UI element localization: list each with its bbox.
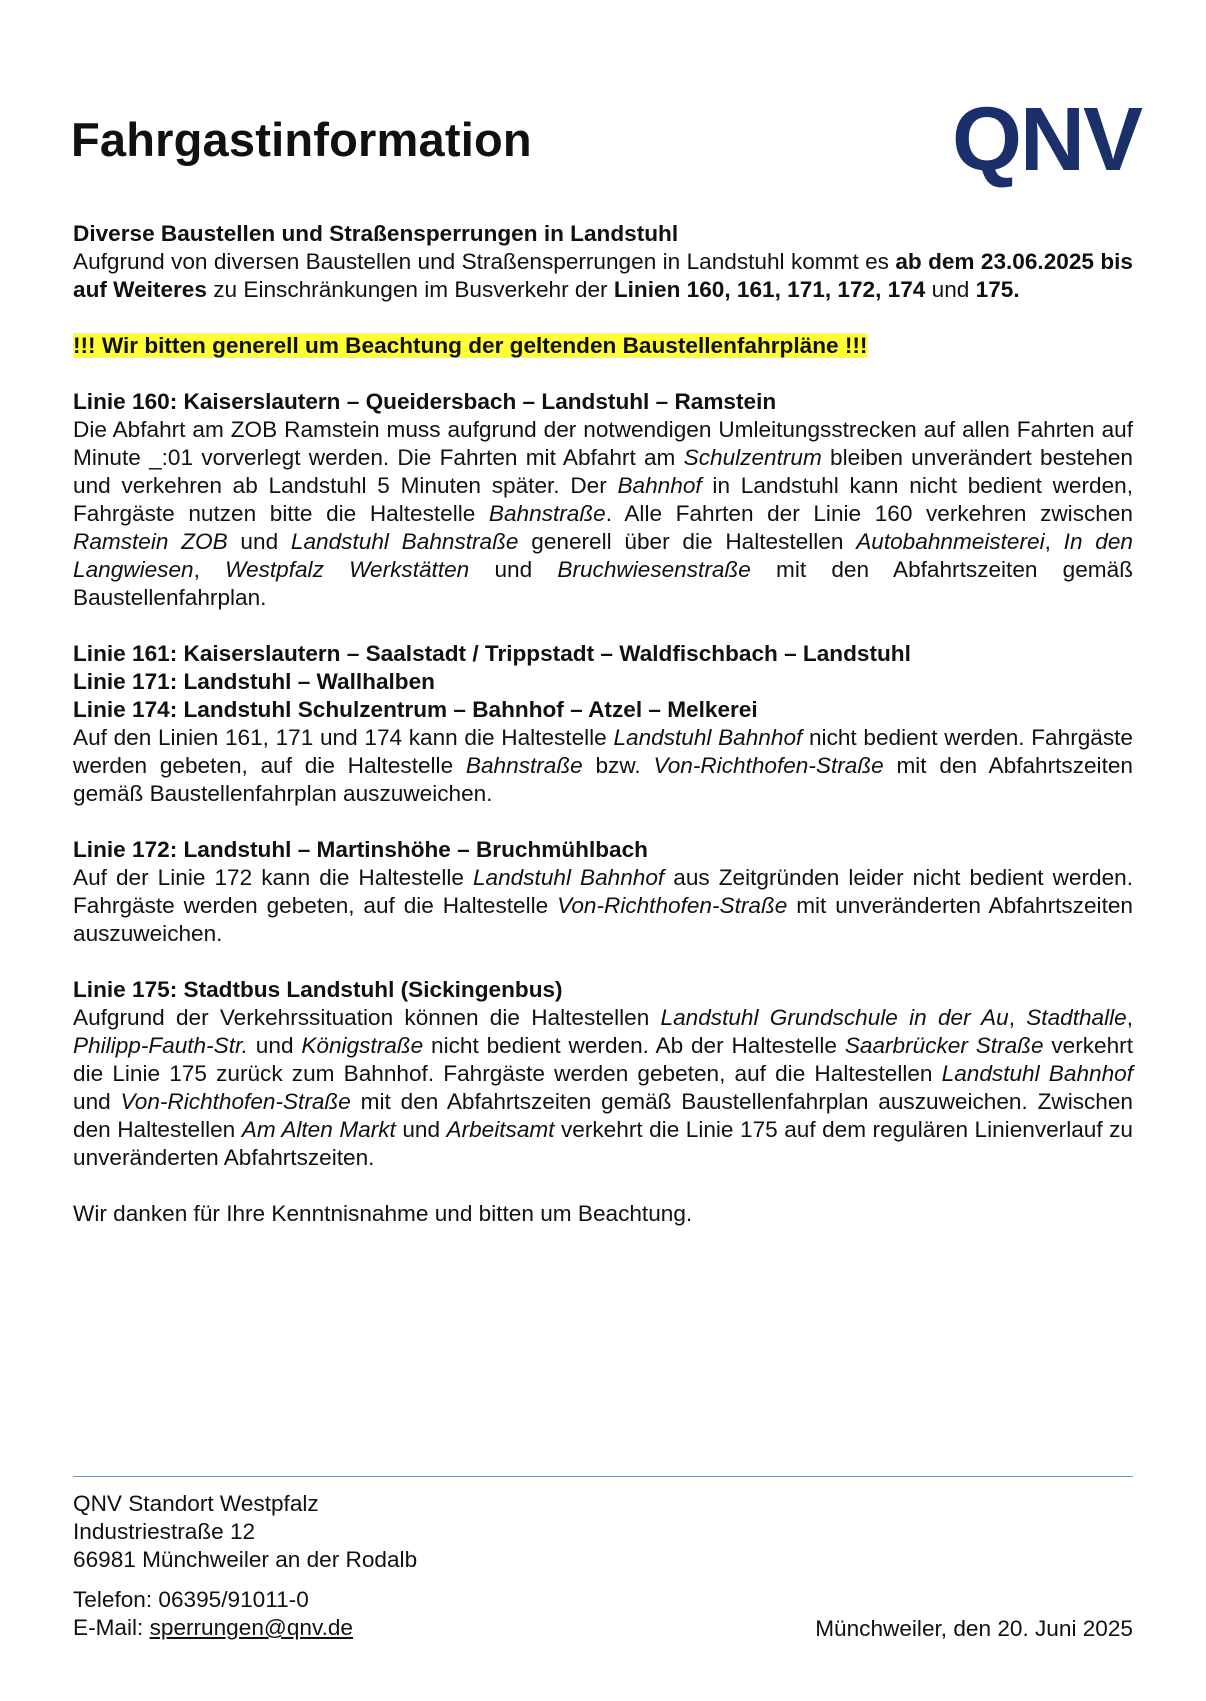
intro-section <box>73 220 1133 304</box>
line-161-text: mit den Abfahrtszeiten gemäß Baustellenfahrplan auszuweichen. <box>73 753 1133 806</box>
stop-name: Von-Richthofen-Straße <box>653 753 884 778</box>
line-161-text: bzw. <box>582 753 654 778</box>
line-160-text: . Alle Fahrten der Linie 160 verkehren zwischen <box>605 501 1133 526</box>
stop-name: Stadthalle <box>1026 1005 1127 1030</box>
line-161-text: Auf den Linien 161, 171 und 174 kann die Haltestelle <box>73 725 614 750</box>
page-title: Fahrgastinformation <box>71 113 532 166</box>
line-175-heading: Linie 175: Stadtbus Landstuhl (Sickingenbus) <box>73 977 563 1002</box>
header <box>71 90 1141 195</box>
stop-name: Landstuhl Grundschule in der Au <box>660 1005 1009 1030</box>
footer-city: 66981 Münchweiler an der Rodalb <box>73 1547 418 1572</box>
stop-name: Bahnstraße <box>465 753 583 778</box>
line-175-text: und <box>395 1117 447 1142</box>
line-175-text: mit den Abfahrtszeiten gemäß Baustellenfahrplan auszuweichen. Zwischen den Haltestellen <box>73 1089 1134 1142</box>
line-172-text: Auf der Linie 172 kann die Haltestelle <box>73 865 473 890</box>
stop-name: Ramstein ZOB <box>73 529 228 554</box>
footer-email-label: E-Mail: <box>73 1615 150 1640</box>
footer-org: QNV Standort Westpfalz <box>73 1491 319 1516</box>
line-161-171-174-section <box>73 640 1133 808</box>
footer-phone: Telefon: 06395/91011-0 <box>73 1587 309 1612</box>
intro-date-range: ab dem 23.06.2025 bis auf Weiteres <box>73 249 1133 302</box>
stop-name: Von-Richthofen-Straße <box>557 893 788 918</box>
line-161-text: nicht bedient werden. Fahrgäste werden gebeten, auf die Haltestelle <box>73 725 1133 778</box>
notice-section <box>73 332 1133 360</box>
line-175-text: , <box>1008 1005 1027 1030</box>
line-175-text: verkehrt die Linie 175 auf dem regulären Linienverlauf zu unveränderten Abfahrtszeiten. <box>73 1117 1133 1170</box>
stop-name: Landstuhl Bahnstraße <box>290 529 519 554</box>
stop-name: Bahnstraße <box>488 501 606 526</box>
stop-name: Königstraße <box>301 1033 424 1058</box>
stop-name: Bruchwiesenstraße <box>557 557 751 582</box>
footer-street: Industriestraße 12 <box>73 1519 256 1544</box>
line-175-section <box>73 976 1133 1172</box>
stop-name: Arbeitsamt <box>446 1117 555 1142</box>
highlighted-notice: !!! Wir bitten generell um Beachtung der geltenden Baustellenfahrpläne !!! <box>73 333 868 358</box>
stop-name: Landstuhl Bahnhof <box>941 1061 1133 1086</box>
stop-name: Landstuhl Bahnhof <box>472 865 665 890</box>
stop-name: Westpfalz Werkstätten <box>225 557 470 582</box>
line-175-text: Aufgrund der Verkehrssituation können die Haltestellen <box>73 1005 661 1030</box>
qnv-logo: QNV <box>951 90 1141 190</box>
document-page <box>71 0 1141 1701</box>
line-171-heading: Linie 171: Landstuhl – Wallhalben <box>73 669 435 694</box>
line-160-heading: Linie 160: Kaiserslautern – Queidersbach – Landstuhl – Ramstein <box>73 389 777 414</box>
intro-heading: Diverse Baustellen und Straßensperrungen in Landstuhl <box>73 221 679 246</box>
line-160-text: Die Abfahrt am ZOB Ramstein muss aufgrund der notwendigen Umleitungsstrecken auf allen Fahrten auf Minute _:01 vorverlegt werden. Die Fahrten mit Abfahrt am <box>73 417 1133 470</box>
line-160-text: , <box>1044 529 1064 554</box>
line-175-text: und <box>73 1089 121 1114</box>
line-160-text: und <box>469 557 558 582</box>
line-172-text: aus Zeitgründen leider nicht bedient werden. Fahrgäste werden gebeten, auf die Haltestelle <box>73 865 1133 918</box>
line-172-heading: Linie 172: Landstuhl – Martinshöhe – Bruchmühlbach <box>73 837 648 862</box>
stop-name: Saarbrücker Straße <box>844 1033 1044 1058</box>
line-160-text: mit den Abfahrtszeiten gemäß Baustellenfahrplan. <box>73 557 1133 610</box>
footer-address <box>73 1490 1133 1574</box>
stop-name: Autobahnmeisterei <box>856 529 1045 554</box>
closing-text: Wir danken für Ihre Kenntnisnahme und bitten um Beachtung. <box>73 1201 693 1226</box>
intro-text: und <box>925 277 976 302</box>
stop-name: Von-Richthofen-Straße <box>120 1089 351 1114</box>
stop-name: In den Langwiesen <box>73 529 1133 582</box>
footer-email-link[interactable]: sperrungen@qnv.de <box>149 1615 353 1640</box>
line-175-text: nicht bedient werden. Ab der Haltestelle <box>423 1033 845 1058</box>
intro-lines: Linien 160, 161, 171, 172, 174 <box>613 277 926 302</box>
footer-divider <box>73 1476 1133 1477</box>
footer-date: Münchweiler, den 20. Juni 2025 <box>815 1616 1133 1641</box>
line-175-text: und <box>247 1033 302 1058</box>
intro-text: Aufgrund von diversen Baustellen und Straßensperrungen in Landstuhl kommt es <box>73 249 896 274</box>
line-172-section <box>73 836 1133 948</box>
line-175-text: , <box>1126 1005 1133 1030</box>
line-172-text: mit unveränderten Abfahrtszeiten auszuweichen. <box>73 893 1133 946</box>
stop-name: Philipp-Fauth-Str. <box>73 1033 248 1058</box>
line-174-heading: Linie 174: Landstuhl Schulzentrum – Bahnhof – Atzel – Melkerei <box>73 697 758 722</box>
stop-name: Schulzentrum <box>683 445 822 470</box>
line-160-text: bleiben unverändert bestehen und verkehren ab Landstuhl 5 Minuten später. Der <box>73 445 1133 498</box>
line-175-text: verkehrt die Linie 175 zurück zum Bahnhof. Fahrgäste werden gebeten, auf die Haltestellen <box>73 1033 1133 1086</box>
line-160-text: und <box>227 529 291 554</box>
line-160-text: , <box>193 557 226 582</box>
intro-text: zu Einschränkungen im Busverkehr der <box>206 277 614 302</box>
stop-name: Am Alten Markt <box>241 1117 396 1142</box>
document-body <box>73 220 1133 1256</box>
stop-name: Landstuhl Bahnhof <box>613 725 803 750</box>
line-160-section <box>73 388 1133 612</box>
line-160-text: generell über die Haltestellen <box>518 529 857 554</box>
line-161-heading: Linie 161: Kaiserslautern – Saalstadt / Trippstadt – Waldfischbach – Landstuhl <box>73 641 911 666</box>
line-160-text: in Landstuhl kann nicht bedient werden, Fahrgäste nutzen bitte die Haltestelle <box>73 473 1133 526</box>
intro-lines: 175. <box>975 277 1020 302</box>
stop-name: Bahnhof <box>617 473 702 498</box>
